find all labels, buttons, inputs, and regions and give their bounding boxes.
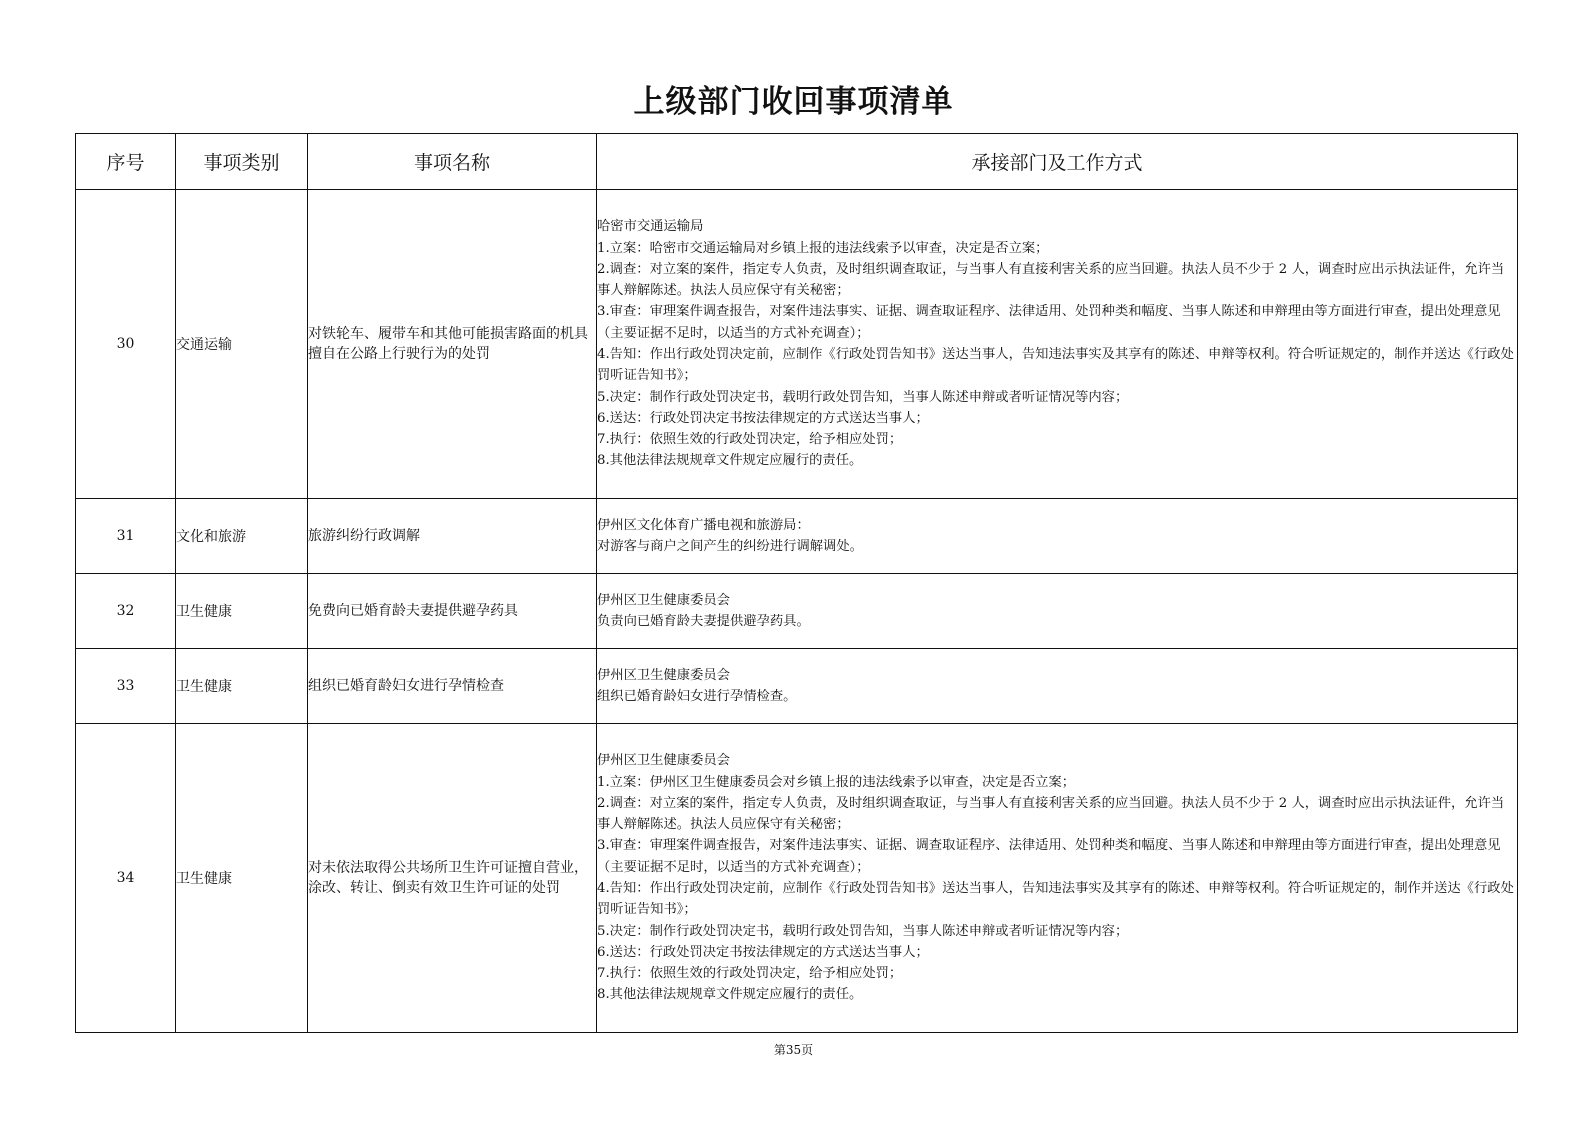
cell-serial-no: 30: [76, 190, 176, 499]
procedure-step: 8.其他法律法规规章文件规定应履行的责任。: [597, 453, 863, 469]
department-name: 伊州区文化体育广播电视和旅游局：: [597, 517, 810, 533]
cell-category: 卫生健康: [176, 724, 308, 1033]
cell-category: 卫生健康: [176, 574, 308, 649]
cell-serial-no: 31: [76, 499, 176, 574]
procedure-step: 8.其他法律法规规章文件规定应履行的责任。: [597, 987, 863, 1003]
procedure-step: 5.决定：制作行政处罚决定书，载明行政处罚告知，当事人陈述申辩或者听证情况等内容；: [597, 923, 1129, 939]
header-item-category: 事项类别: [176, 134, 308, 190]
department-name: 伊州区卫生健康委员会: [597, 592, 730, 608]
table-row: [76, 574, 1518, 649]
table-header-row: [76, 134, 1518, 190]
table-row: [76, 649, 1518, 724]
department-name: 伊州区卫生健康委员会: [597, 753, 730, 769]
procedure-step: 7.执行：依照生效的行政处罚决定，给予相应处罚；: [597, 432, 903, 448]
cell-category: 文化和旅游: [176, 499, 308, 574]
department-name: 哈密市交通运输局: [597, 219, 704, 235]
table-row: [76, 190, 1518, 499]
cell-department-method: [597, 190, 1518, 499]
work-method: 组织已婚育龄妇女进行孕情检查。: [597, 689, 797, 704]
cell-item-name: 免费向已婚育龄夫妻提供避孕药具: [308, 574, 597, 649]
cell-item-name: 旅游纠纷行政调解: [308, 499, 597, 574]
procedure-step: 2.调查：对立案的案件，指定专人负责，及时组织调查取证，与当事人有直接利害关系的应当回避。执法人员不少于 2 人，调查时应出示执法证件，允许当事人辩解陈述。执法人员应保守有关秘密；: [597, 795, 1505, 833]
procedure-step: 6.送达：行政处罚决定书按法律规定的方式送达当事人；: [597, 410, 929, 426]
table-row: [76, 499, 1518, 574]
page-title: 上级部门收回事项清单: [633, 84, 954, 120]
cell-department-method: [597, 724, 1518, 1033]
cell-category: 交通运输: [176, 190, 308, 499]
table-row: [76, 724, 1518, 1033]
header-item-name: 事项名称: [308, 134, 597, 190]
cell-item-name: 组织已婚育龄妇女进行孕情检查: [308, 649, 597, 724]
header-department-method: 承接部门及工作方式: [597, 134, 1518, 190]
cell-department-method: [597, 649, 1518, 724]
procedure-step: 2.调查：对立案的案件，指定专人负责，及时组织调查取证，与当事人有直接利害关系的应当回避。执法人员不少于 2 人，调查时应出示执法证件，允许当事人辩解陈述。执法人员应保守有关秘密；: [597, 261, 1505, 299]
department-name: 伊州区卫生健康委员会: [597, 667, 730, 683]
procedure-step: 4.告知：作出行政处罚决定前，应制作《行政处罚告知书》送达当事人，告知违法事实及其享有的陈述、申辩等权利。符合听证规定的，制作并送达《行政处罚听证告知书》；: [597, 347, 1514, 384]
procedure-step: 5.决定：制作行政处罚决定书，载明行政处罚告知，当事人陈述申辩或者听证情况等内容；: [597, 389, 1129, 405]
procedure-step: 3.审查：审理案件调查报告，对案件违法事实、证据、调查取证程序、法律适用、处罚种类和幅度、当事人陈述和申辩理由等方面进行审查，提出处理意见（主要证据不足时，以适当的方式补充调查）；: [597, 838, 1501, 875]
cell-department-method: [597, 499, 1518, 574]
procedure-step: 7.执行：依照生效的行政处罚决定，给予相应处罚；: [597, 966, 903, 982]
items-table: [75, 133, 1518, 1033]
cell-serial-no: 33: [76, 649, 176, 724]
work-method: 对游客与商户之间产生的纠纷进行调解调处。: [597, 539, 863, 554]
procedure-step: 6.送达：行政处罚决定书按法律规定的方式送达当事人；: [597, 944, 929, 960]
procedure-step: 1.立案：哈密市交通运输局对乡镇上报的违法线索予以审查，决定是否立案；: [597, 240, 1049, 256]
procedure-step: 1.立案：伊州区卫生健康委员会对乡镇上报的违法线索予以审查，决定是否立案；: [597, 774, 1076, 790]
page-number: 第35页: [773, 1043, 814, 1057]
procedure-step: 4.告知：作出行政处罚决定前，应制作《行政处罚告知书》送达当事人，告知违法事实及其享有的陈述、申辩等权利。符合听证规定的，制作并送达《行政处罚听证告知书》；: [597, 881, 1514, 918]
procedure-step: 3.审查：审理案件调查报告，对案件违法事实、证据、调查取证程序、法律适用、处罚种类和幅度、当事人陈述和申辩理由等方面进行审查，提出处理意见（主要证据不足时，以适当的方式补充调查）；: [597, 304, 1501, 341]
cell-item-name: 对未依法取得公共场所卫生许可证擅自营业，涂改、转让、倒卖有效卫生许可证的处罚: [308, 724, 597, 1033]
header-serial-no: 序号: [76, 134, 176, 190]
cell-category: 卫生健康: [176, 649, 308, 724]
cell-department-method: [597, 574, 1518, 649]
work-method: 负责向已婚育龄夫妻提供避孕药具。: [597, 614, 810, 629]
cell-item-name: 对铁轮车、履带车和其他可能损害路面的机具擅自在公路上行驶行为的处罚: [308, 190, 597, 499]
cell-serial-no: 32: [76, 574, 176, 649]
cell-serial-no: 34: [76, 724, 176, 1033]
